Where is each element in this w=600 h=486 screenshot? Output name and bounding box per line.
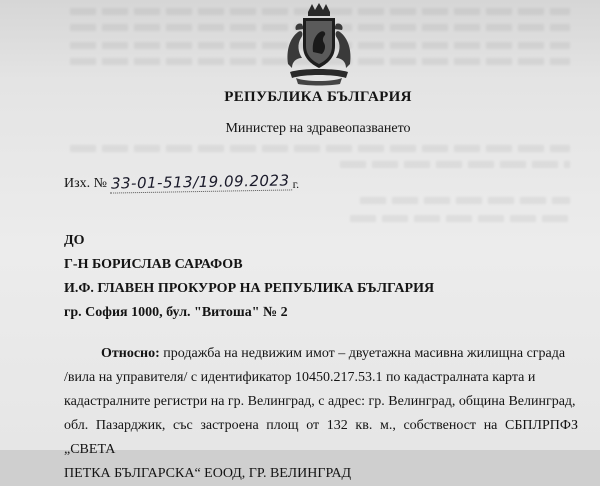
bleed-through-line bbox=[340, 161, 570, 168]
subject-paragraph bbox=[64, 342, 578, 486]
subject-text-1: продажба на недвижим имот – двуетажна масивна жилищна сграда bbox=[163, 346, 566, 361]
bleed-through-line bbox=[70, 145, 570, 152]
republic-heading: РЕПУБЛИКА БЪЛГАРИЯ bbox=[224, 89, 412, 105]
subject-label: Относно: bbox=[101, 346, 160, 361]
bleed-through-line bbox=[360, 197, 570, 204]
addressee-address: гр. София 1000, бул. "Витоша" № 2 bbox=[64, 305, 288, 320]
subject-line-3: кадастралните регистри на гр. Велинград, с адрес: гр. Велинград, община Велинград, bbox=[64, 394, 576, 409]
registration-line bbox=[64, 173, 299, 192]
addressee-block bbox=[64, 229, 434, 325]
addressee-name: Г-Н БОРИСЛАВ САРАФОВ bbox=[64, 257, 243, 272]
addressee-title: И.Ф. ГЛАВЕН ПРОКУРОР НА РЕПУБЛИКА БЪЛГАРИЯ bbox=[64, 281, 435, 296]
subject-line-5: ПЕТКА БЪЛГАРСКА“ ЕООД, ГР. ВЕЛИНГРАД bbox=[64, 466, 352, 481]
subject-line-1 bbox=[64, 342, 578, 366]
ministry-name: Министер на здравеопазването bbox=[225, 121, 411, 136]
subject-line-2: /вила на управителя/ с идентификатор 10450.217.53.1 по кадастралната карта и bbox=[64, 370, 536, 385]
addressee-to: ДО bbox=[64, 233, 85, 248]
registration-number: 33-01-513/19.09.2023 bbox=[110, 171, 292, 193]
bleed-through-line bbox=[350, 215, 570, 222]
subject-line-4: обл. Пазарджик, със застроена площ от 132 кв. м., собственост на СБПЛРПФЗ „СВЕТА bbox=[64, 418, 578, 457]
registration-label: Изх. № bbox=[64, 176, 107, 191]
registration-suffix: г. bbox=[292, 177, 300, 191]
coat-of-arms-icon bbox=[282, 2, 356, 86]
